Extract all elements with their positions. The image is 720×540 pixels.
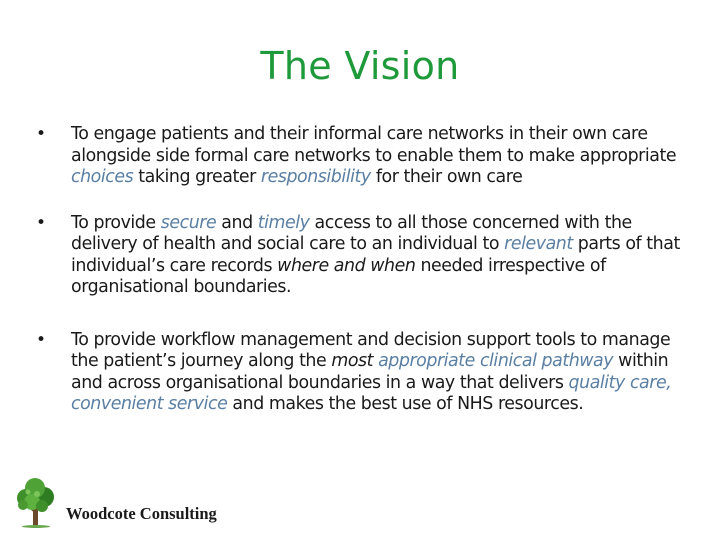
text-segment: for their own care — [370, 167, 523, 187]
highlight-segment: relevant — [504, 234, 573, 254]
text-segment: To provide — [71, 212, 161, 233]
highlight-segment: secure — [160, 212, 217, 233]
bullet-item — [36, 330, 696, 416]
text-segment: and makes the best use of NHS resources. — [227, 394, 584, 414]
bullet-item — [36, 124, 696, 189]
bullet-dot-icon: • — [36, 329, 46, 350]
bullet-item — [36, 213, 696, 299]
highlight-segment: timely — [257, 212, 310, 233]
text-segment: needed irrespective of organisational boundaries. — [71, 255, 606, 297]
company-name: Woodcote Consulting — [66, 504, 217, 523]
bullet-list — [36, 124, 696, 440]
bullet-text — [71, 124, 676, 187]
text-segment: within and across organisational boundaries in a way that delivers — [71, 351, 669, 393]
text-segment: parts of that individual’s care records — [71, 234, 680, 276]
bullet-dot-icon: • — [36, 124, 46, 144]
bullet-text — [71, 330, 671, 415]
text-segment: To provide workflow management and decision support tools to manage the patient’s journey along the — [71, 329, 671, 371]
italic-segment: where and when — [277, 255, 416, 276]
text-segment: taking greater — [133, 167, 261, 187]
italic-segment: most — [331, 351, 374, 371]
highlight-segment: choices — [71, 167, 134, 187]
slide-title: The Vision — [260, 44, 460, 88]
text-segment: To engage patients and their informal care networks in their own care alongside side formal care networks to enable them to make appropriate — [71, 124, 677, 166]
text-segment: and — [216, 212, 258, 233]
tree-icon — [14, 478, 58, 528]
text-segment: access to all those concerned with the delivery of health and social care to an individual to — [71, 212, 632, 254]
bullet-text — [71, 213, 680, 298]
highlight-segment: responsibility — [260, 167, 371, 187]
highlight-segment: appropriate clinical pathway — [378, 351, 614, 371]
bullet-dot-icon: • — [36, 212, 46, 233]
footer — [14, 478, 264, 528]
highlight-segment: quality care, convenient service — [71, 372, 672, 414]
